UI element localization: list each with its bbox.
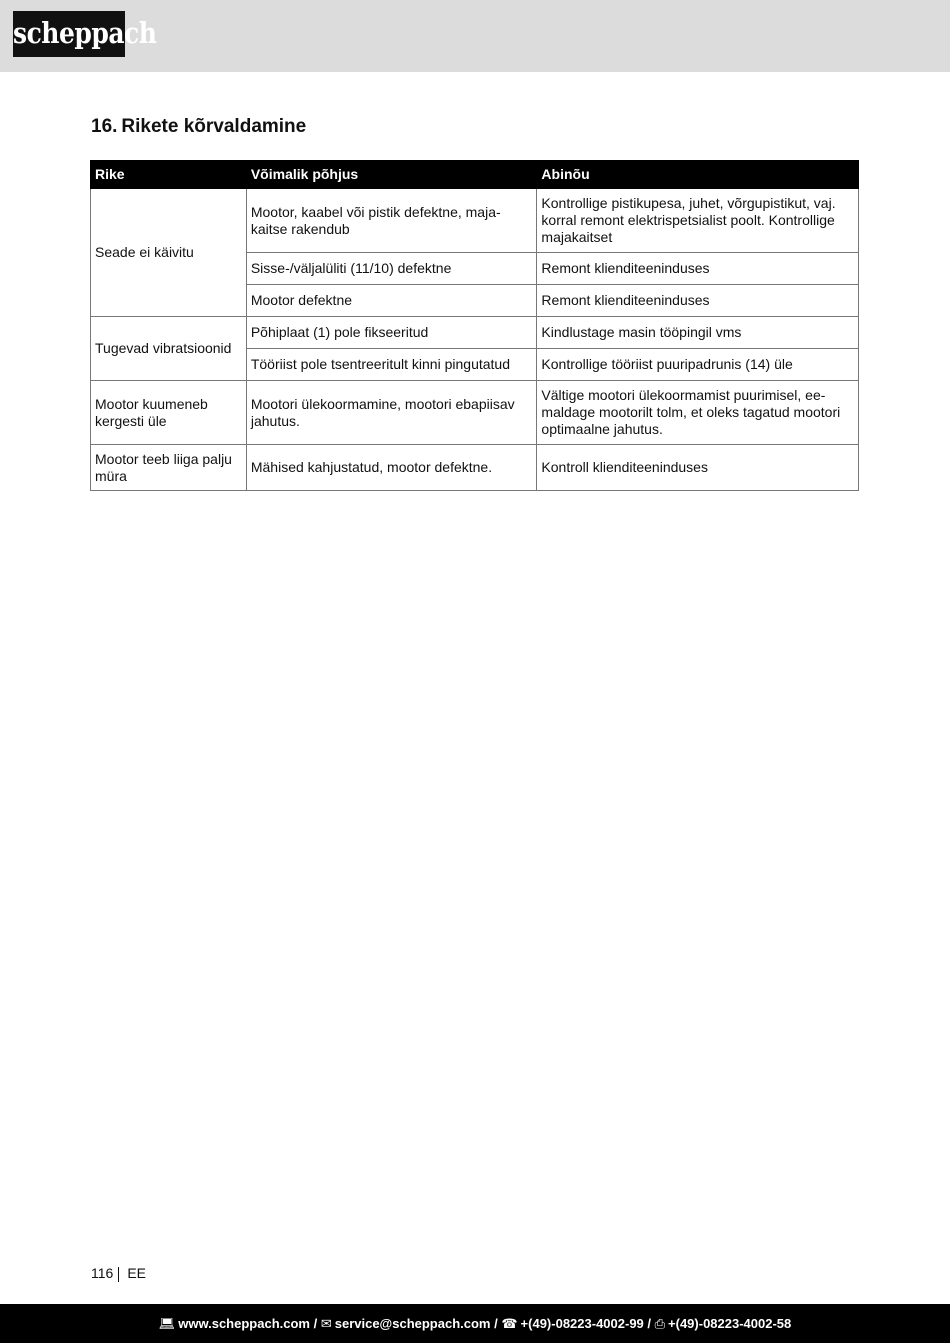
cause-cell: Põhiplaat (1) pole fikseeritud <box>246 317 537 349</box>
scheppach-logo: scheppach <box>13 11 125 57</box>
remedy-cell: Vältige mootori ülekoormamist puurimisel, ee-maldage mootorilt tolm, et oleks tagatud mootori optimaalne jahutus. <box>537 381 859 445</box>
remedy-cell: Kindlustage masin tööpingil vms <box>537 317 859 349</box>
page-number: 116 <box>91 1265 114 1281</box>
fault-cell: Mootor kuumeneb kergesti üle <box>91 381 247 445</box>
remedy-cell: Remont klienditeeninduses <box>537 253 859 285</box>
remedy-cell: Kontroll klienditeeninduses <box>537 445 859 491</box>
remedy-cell: Remont klienditeeninduses <box>537 285 859 317</box>
table-row <box>91 317 859 349</box>
remedy-cell: Kontrollige pistikupesa, juhet, võrgupistikut, vaj. korral remont elektrispetsialist poolt. Kontrollige majakaitset <box>537 189 859 253</box>
header-remedy: Abinõu <box>537 161 859 189</box>
phone-text: +(49)-08223-4002-99 / <box>520 1316 651 1331</box>
remedy-cell: Kontrollige tööriist puuripadrunis (14) üle <box>537 349 859 381</box>
fax-icon: ⎙︎ <box>654 1316 666 1331</box>
troubleshooting-table <box>90 160 859 491</box>
cause-cell: Sisse-/väljalüliti (11/10) defektne <box>246 253 537 285</box>
fault-cell: Tugevad vibratsioonid <box>91 317 247 381</box>
cause-cell: Mootori ülekoormamine, mootori ebapiisav jahutus. <box>246 381 537 445</box>
header-cause: Võimalik põhjus <box>246 161 537 189</box>
mail-icon: ✉︎ <box>320 1316 332 1331</box>
section-title <box>91 116 306 138</box>
computer-icon: 💻︎ <box>158 1316 176 1331</box>
table-row <box>91 381 859 445</box>
table-row <box>91 189 859 253</box>
page-number-block <box>91 1265 146 1282</box>
language-code: EE <box>127 1265 147 1281</box>
fax-text: +(49)-08223-4002-58 <box>668 1316 792 1331</box>
cause-cell: Tööriist pole tsentreeritult kinni pingutatud <box>246 349 537 381</box>
page-separator <box>118 1267 119 1282</box>
fault-cell: Seade ei käivitu <box>91 189 247 317</box>
header-band <box>0 0 950 72</box>
section-number: 16. <box>91 116 118 137</box>
email-text: service@scheppach.com / <box>334 1316 498 1331</box>
header-fault: Rike <box>91 161 247 189</box>
phone-icon: ☎︎ <box>501 1316 518 1331</box>
cause-cell: Mootor, kaabel või pistik defektne, maja-kaitse rakendub <box>246 189 537 253</box>
website-text: www.scheppach.com / <box>178 1316 318 1331</box>
cause-cell: Mootor defektne <box>246 285 537 317</box>
cause-cell: Mähised kahjustatud, mootor defektne. <box>246 445 537 491</box>
contact-footer <box>0 1304 950 1343</box>
section-title-text: Rikete kõrvaldamine <box>121 116 307 137</box>
table-row <box>91 445 859 491</box>
fault-cell: Mootor teeb liiga palju müra <box>91 445 247 491</box>
table-header-row <box>91 161 859 189</box>
